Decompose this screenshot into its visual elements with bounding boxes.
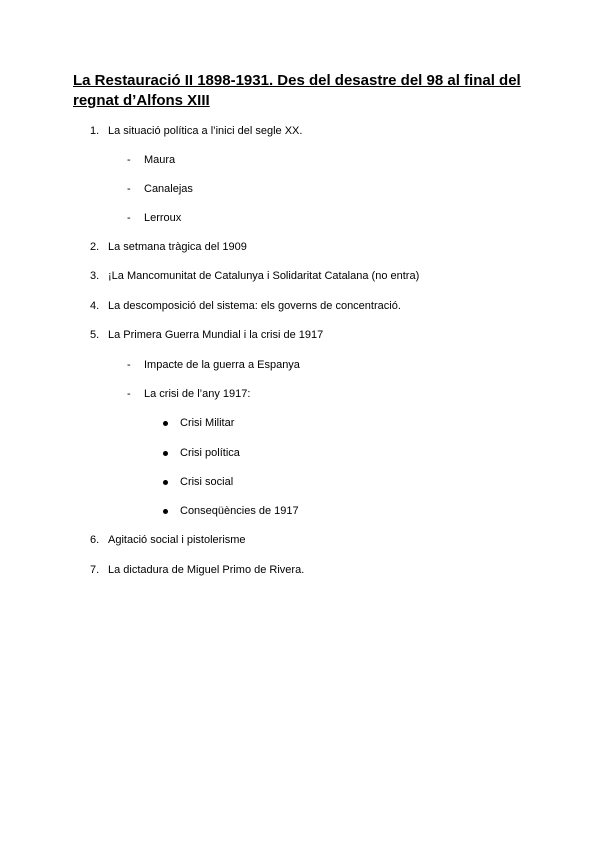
list-number: 3. (90, 270, 100, 282)
bullet-marker (163, 480, 168, 485)
dash-marker: - (127, 212, 131, 224)
list-item-text: La descomposició del sistema: els governs de concentració. (108, 300, 401, 312)
document-title: La Restauració II 1898-1931. Des del desastre del 98 al final del regnat d’Alfons XIII (73, 72, 521, 109)
list-number: 1. (90, 125, 100, 137)
list-item-text: Crisi política (180, 447, 240, 459)
list-number: 4. (90, 300, 100, 312)
list-number: 6. (90, 534, 100, 546)
list-number: 2. (90, 241, 100, 253)
dash-marker: - (127, 388, 131, 400)
dash-marker: - (127, 183, 131, 195)
list-item-text: La situació política a l’inici del segle XX. (108, 125, 303, 137)
bullet-marker (163, 451, 168, 456)
list-item-text: Conseqüències de 1917 (180, 505, 299, 517)
list-item-text: La Primera Guerra Mundial i la crisi de 1917 (108, 329, 324, 341)
list-item-text: Agitació social i pistolerisme (108, 534, 246, 546)
dash-marker: - (127, 154, 131, 166)
bullet-marker (163, 421, 168, 426)
dash-marker: - (127, 359, 131, 371)
list-number: 5. (90, 329, 100, 341)
list-item-text: Crisi social (180, 476, 234, 488)
list-item-text: Impacte de la guerra a Espanya (144, 359, 300, 371)
list-item-text: Crisi Militar (180, 417, 235, 429)
list-item-text: ¡La Mancomunitat de Catalunya i Solidaritat Catalana (no entra) (108, 270, 420, 282)
list-item-text: La crisi de l’any 1917: (144, 388, 251, 400)
list-item-text: Canalejas (144, 183, 193, 195)
list-item-text: La dictadura de Miguel Primo de Rivera. (108, 564, 305, 576)
list-item-text: Lerroux (144, 212, 182, 224)
list-item-text: La setmana tràgica del 1909 (108, 241, 247, 253)
list-number: 7. (90, 564, 100, 576)
list-item-text: Maura (144, 154, 176, 166)
bullet-marker (163, 509, 168, 514)
